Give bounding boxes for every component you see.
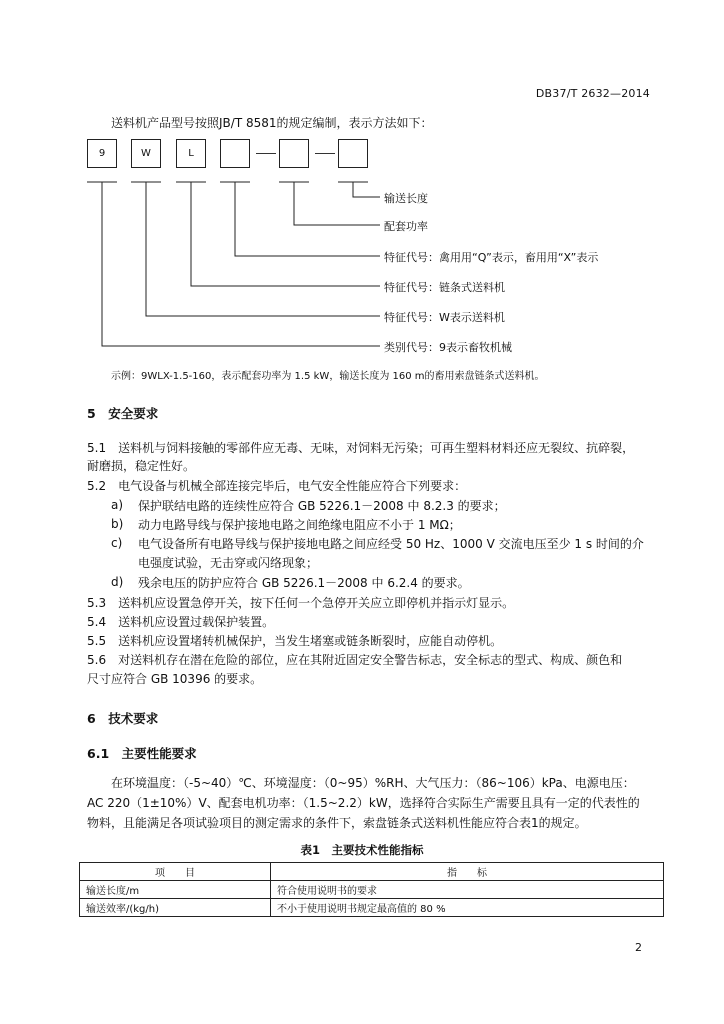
list-item-label: d) [111, 575, 124, 589]
label-length: 输送长度 [384, 192, 428, 205]
table-header-row [80, 863, 664, 881]
section-6-heading: 6 技术要求 [87, 711, 159, 726]
table-cell: 输送长度/m [80, 881, 271, 899]
table-row [80, 899, 664, 917]
clause-5-5: 5.5 送料机应设置堵转机械保护，当发生堵塞或链条断裂时，应能自动停机。 [87, 634, 503, 648]
section-6-1-heading: 6.1 主要性能要求 [87, 746, 197, 761]
clause-5-6-line1: 5.6 对送料机存在潜在危险的部位，应在其附近固定安全警告标志，安全标志的型式、构成、颜色和 [87, 653, 623, 667]
clause-5-1-line1: 5.1 送料机与饲料接触的零部件应无毒、无味，对饲料无污染；可再生塑料材料还应无裂纹、抗碎裂， [87, 441, 635, 455]
performance-para-line1: 在环境温度：（-5~40）℃、环境湿度：（0~95）%RH、大气压力：（86~106）kPa、电源电压： [111, 776, 635, 790]
table-cell: 不小于使用说明书规定最高值的 80 % [271, 899, 664, 917]
table-row [80, 881, 664, 899]
label-feature-qx: 特征代号：禽用用“Q”表示，畜用用“X”表示 [384, 251, 599, 264]
list-item-text: 残余电压的防护应符合 GB 5226.1－2008 中 6.2.4 的要求。 [138, 576, 470, 590]
performance-para-line3: 物料，且能满足各项试验项目的测定需求的条件下，索盘链条式送料机性能应符合表1的规定。 [87, 816, 587, 830]
code-box-1: 9 [87, 139, 117, 168]
model-example: 示例：9WLX-1.5-160，表示配套功率为 1.5 kW，输送长度为 160 m的畜用索盘链条式送料机。 [111, 371, 545, 382]
list-item-text: 保护联结电路的连续性应符合 GB 5226.1－2008 中 8.2.3 的要求； [138, 499, 506, 513]
list-item-text: 动力电路导线与保护接地电路之间绝缘电阻应不小于 1 MΩ； [138, 518, 461, 532]
code-box-3: L [176, 139, 206, 168]
list-item-text: 电气设备所有电路导线与保护接地电路之间应经受 50 Hz、1000 V 交流电压至少 1 s 时间的介 [138, 537, 644, 551]
clause-5-4: 5.4 送料机应设置过载保护装置。 [87, 615, 275, 629]
leader-lines [0, 0, 724, 360]
clause-5-1-line2: 耐磨损，稳定性好。 [87, 459, 196, 473]
clause-5-6-line2: 尺寸应符合 GB 10396 的要求。 [87, 672, 263, 686]
clause-5-2: 5.2 电气设备与机械全部连接完毕后，电气安全性能应符合下列要求： [87, 479, 467, 493]
list-item-label: b) [111, 517, 124, 531]
table-caption: 表1 主要技术性能指标 [300, 843, 424, 857]
clause-5-3: 5.3 送料机应设置急停开关，按下任何一个急停开关应立即停机并指示灯显示。 [87, 596, 515, 610]
table-cell: 符合使用说明书的要求 [271, 881, 664, 899]
list-item-label: a) [111, 498, 124, 512]
table-header-value: 指 标 [271, 863, 664, 881]
list-item-label: c) [111, 536, 123, 550]
section-5-heading: 5 安全要求 [87, 406, 159, 421]
list-item-text-continued: 电强度试验，无击穿或闪络现象； [138, 556, 319, 570]
label-category: 类别代号：9表示畜牧机械 [384, 341, 512, 354]
model-intro: 送料机产品型号按照JB/T 8581的规定编制，表示方法如下： [111, 116, 433, 130]
code-box-2: W [131, 139, 161, 168]
performance-para-line2: AC 220（1±10%）V、配套电机功率：（1.5~2.2）kW，选择符合实际生产需要且具有一定的代表性的 [87, 796, 640, 810]
spec-table [79, 862, 664, 917]
table-header-item: 项 目 [80, 863, 271, 881]
label-feature-w: 特征代号：W表示送料机 [384, 311, 505, 324]
table-cell: 输送效率/(kg/h) [80, 899, 271, 917]
label-power: 配套功率 [384, 220, 428, 233]
document-number: DB37/T 2632—2014 [535, 87, 650, 100]
label-feature-chain: 特征代号：链条式送料机 [384, 281, 505, 294]
page-number: 2 [635, 941, 642, 954]
